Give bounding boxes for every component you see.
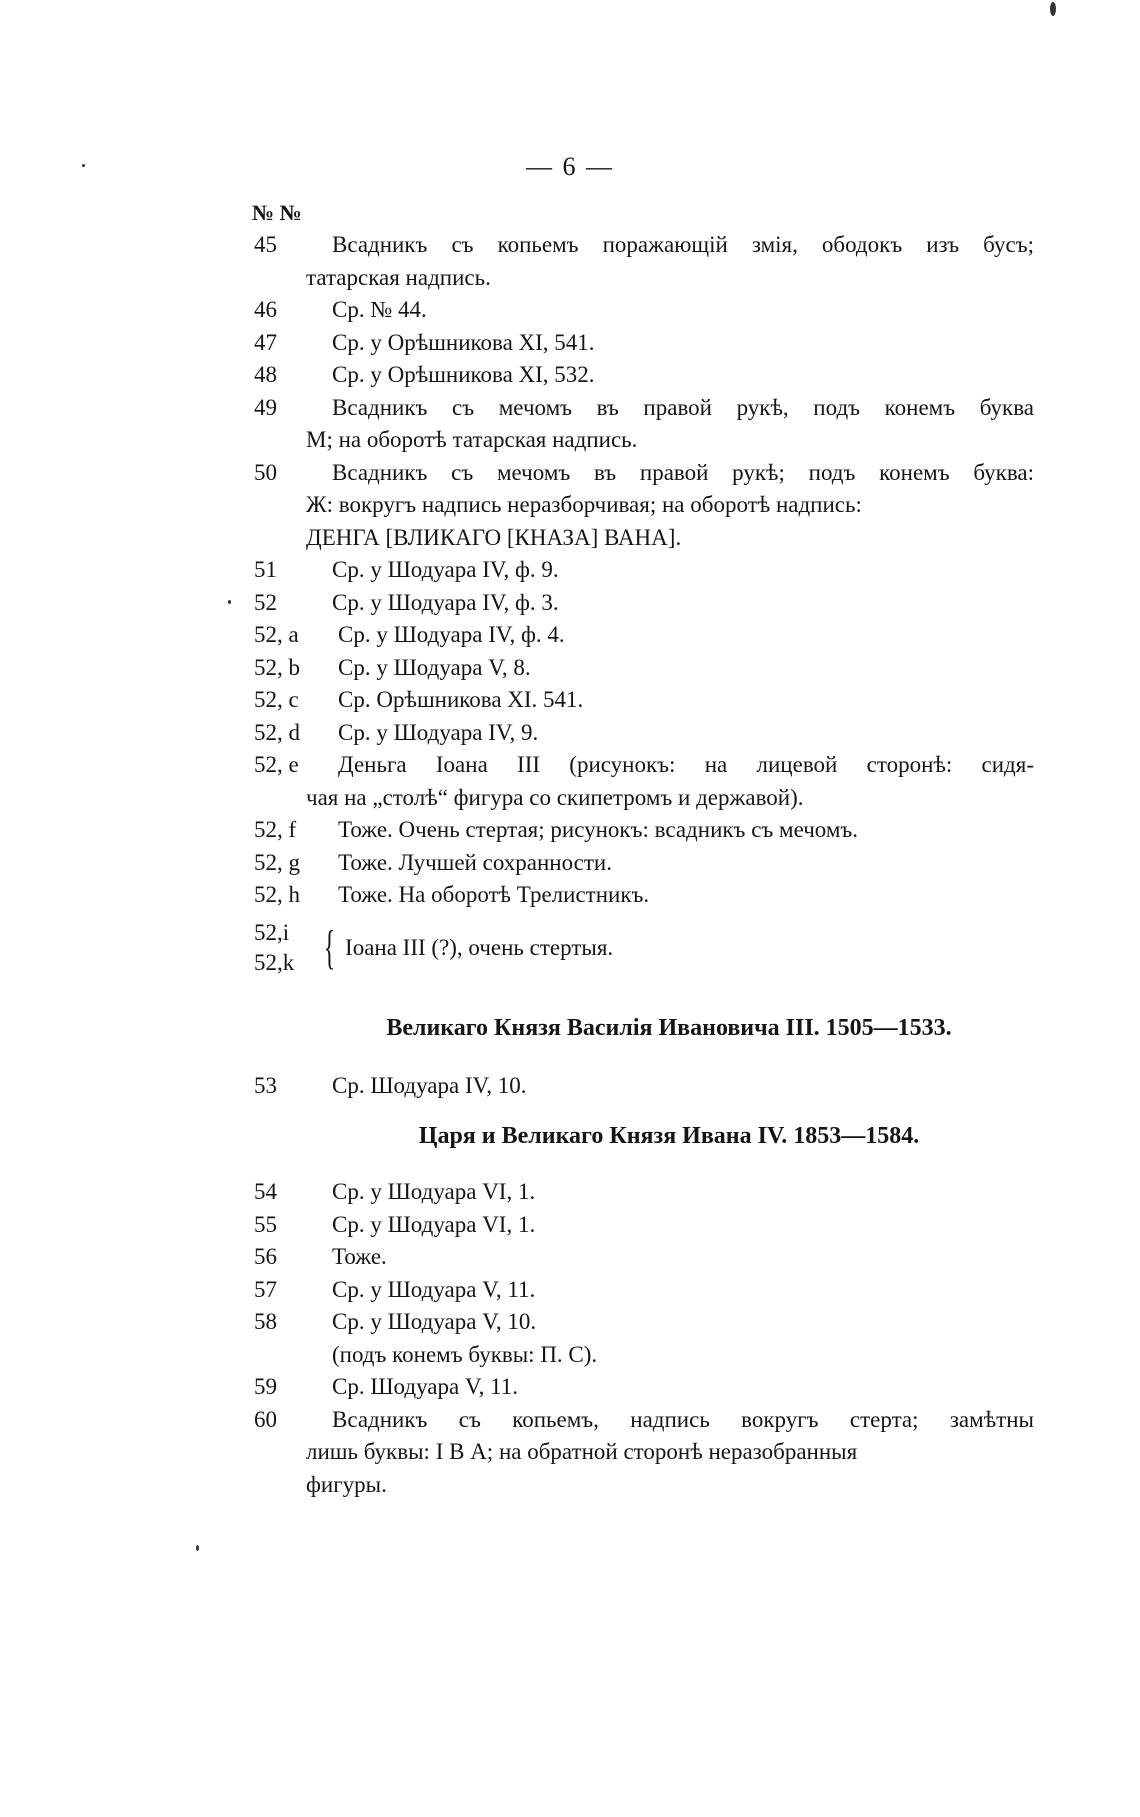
entry-text-line: Ср. № 44.	[332, 297, 427, 322]
entry-number: 52, a	[254, 622, 299, 647]
entry-text-line: Ср. у Шодуара IV, ф. 4.	[338, 622, 565, 647]
entry-text	[332, 1070, 1034, 1103]
entry-continuation-line: фигуры.	[306, 1471, 387, 1497]
entry-text	[332, 587, 1034, 620]
entry-text	[332, 1274, 1034, 1307]
entry-number: 53	[254, 1072, 277, 1098]
entry-continuation-line: М; на оборотѣ татарская надпись.	[306, 427, 638, 452]
entry-text-line: Ср. у Шодуара IV, ф. 3.	[332, 589, 559, 615]
entry-continuation-line: чая на „столѣ“ фигура со скипетромъ и державой).	[306, 784, 804, 810]
entry-text	[338, 814, 1034, 847]
entry-text	[332, 327, 1034, 360]
entry-text	[332, 1371, 1034, 1404]
entry-text-line: Тоже. Лучшей сохранности.	[338, 849, 612, 875]
entry-text	[332, 1241, 1034, 1274]
catalog-entry	[254, 1404, 1034, 1437]
catalog-entry	[254, 1209, 1034, 1242]
catalog-entry	[254, 294, 1034, 327]
braced-entry-numbers	[254, 918, 318, 978]
entry-text	[332, 1209, 1034, 1242]
entry-number: 52,i	[254, 919, 290, 945]
entry-number: 48	[254, 362, 277, 387]
catalog-entry	[254, 879, 1034, 912]
entry-text-line: Ср. у Шодуара VI, 1.	[332, 1179, 536, 1204]
entry-list	[254, 1070, 1034, 1103]
catalog-entry	[254, 457, 1034, 490]
catalog-entry	[254, 684, 1034, 717]
catalog-entry	[254, 229, 1034, 262]
entry-list	[254, 229, 1034, 912]
entry-text	[332, 554, 1034, 587]
entry-number: 46	[254, 297, 277, 322]
catalog-entry	[254, 587, 1034, 620]
entry-text-line: Тоже. На оборотѣ Трелистникъ.	[338, 882, 650, 907]
entry-text-line: Ср. у Шодуара V, 11.	[332, 1276, 536, 1302]
entry-number: 52, c	[254, 687, 299, 712]
entry-number: 54	[254, 1179, 277, 1204]
entry-text-line: Деньга Іоана III (рисунокъ: на лицевой сторонѣ: сидя-	[338, 752, 1034, 777]
section-heading-vasily-iii: Великаго Князя Василія Ивановича III. 1505—1533.	[386, 1014, 952, 1041]
entry-text-line: Всадникъ съ копьемъ поражающій змія, ободокъ изъ бусъ;	[332, 232, 1034, 257]
catalog-entry	[254, 1241, 1034, 1274]
catalog-entry	[254, 749, 1034, 782]
catalog-entry	[254, 1274, 1034, 1307]
catalog-entry	[254, 1070, 1034, 1103]
entry-text	[332, 1306, 1034, 1339]
entry-note: (подъ конемъ буквы: П. С).	[332, 1341, 598, 1367]
entry-text-line: Ср. у Шодуара V, 8.	[338, 654, 531, 680]
entry-number: 52, b	[254, 654, 300, 680]
entry-text-line: Ср. у Шодуара IV, ф. 9.	[332, 557, 559, 582]
catalog-entry	[254, 327, 1034, 360]
entry-text	[338, 847, 1034, 880]
entry-number: 59	[254, 1374, 277, 1399]
ink-speck	[196, 1545, 199, 1551]
section-heading-ivan-iv: Царя и Великаго Князя Ивана IV. 1853—1584.	[418, 1123, 920, 1149]
catalog-content	[254, 229, 1034, 1501]
entry-continuation-line: лишь буквы: I В А; на обратной сторонѣ неразобранныя	[306, 1439, 858, 1464]
entry-number: 58	[254, 1309, 277, 1334]
ink-speck	[1050, 2, 1056, 16]
numbers-column-header: № №	[252, 200, 302, 225]
entry-number: 50	[254, 459, 277, 485]
entry-number: 45	[254, 232, 277, 257]
entry-text-line: Ср. у Орѣшникова XI, 532.	[332, 362, 595, 387]
entry-continuation-line: татарская надпись.	[306, 264, 491, 290]
entry-text-line: Ср. у Орѣшникова XI, 541.	[332, 329, 595, 355]
entry-text	[332, 294, 1034, 327]
entry-number: 52,k	[254, 949, 295, 975]
catalog-entry	[254, 1371, 1034, 1404]
entry-text	[332, 1176, 1034, 1209]
catalog-entry	[254, 1306, 1034, 1339]
entry-text-line: Ср. у Шодуара V, 10.	[332, 1309, 537, 1334]
entry-text-line: Ср. у Шодуара IV, 9.	[338, 719, 539, 745]
entry-text-line: Тоже. Очень стертая; рисунокъ: всадникъ съ мечомъ.	[338, 817, 859, 842]
entry-number: 52, e	[254, 752, 299, 777]
entry-number: 52, f	[254, 817, 297, 842]
catalog-entry	[254, 717, 1034, 750]
entry-text	[338, 749, 1034, 782]
entry-text-line: Всадникъ съ мечомъ въ правой рукѣ, подъ конемъ буква	[332, 394, 1034, 420]
entry-number: 49	[254, 394, 277, 420]
catalog-entry	[254, 847, 1034, 880]
catalog-entry	[254, 554, 1034, 587]
entry-number: 52, h	[254, 882, 300, 907]
entry-number: 47	[254, 329, 277, 355]
entry-text-line: Ср. Орѣшникова XI. 541.	[338, 687, 584, 712]
entry-list	[254, 1176, 1034, 1501]
entry-text	[338, 684, 1034, 717]
entry-text	[338, 619, 1034, 652]
entry-number: 52, g	[254, 849, 300, 875]
entry-number: 57	[254, 1276, 277, 1302]
entry-text: Іоана III (?), очень стертыя.	[345, 934, 614, 960]
ink-speck	[228, 600, 231, 604]
entry-number: 51	[254, 557, 277, 582]
entry-text	[338, 879, 1034, 912]
entry-number: 55	[254, 1211, 277, 1237]
page-number: — 6 —	[526, 152, 614, 181]
entry-number: 52	[254, 589, 277, 615]
entry-text	[332, 392, 1034, 425]
catalog-entry	[254, 359, 1034, 392]
catalog-entry	[254, 392, 1034, 425]
entry-text	[332, 229, 1034, 262]
entry-text-line: Тоже.	[332, 1244, 387, 1269]
entry-text-line: Всадникъ съ копьемъ, надпись вокругъ стерта; замѣтны	[332, 1406, 1034, 1432]
entry-text	[338, 652, 1034, 685]
entry-continuation-line: ДЕНГА [ВЛИКАГО [КНАЗА] ВАНА].	[306, 524, 682, 550]
braced-entry	[254, 918, 1034, 978]
entry-text-line: Всадникъ съ мечомъ въ правой рукѣ; подъ конемъ буква:	[332, 459, 1034, 485]
catalog-entry	[254, 814, 1034, 847]
entry-continuation-line: Ж: вокругъ надпись неразборчивая; на оборотѣ надпись:	[306, 492, 862, 517]
entry-number: 52, d	[254, 719, 300, 745]
entry-number: 56	[254, 1244, 277, 1269]
catalog-entry	[254, 1176, 1034, 1209]
entry-number: 60	[254, 1406, 277, 1432]
brace-symbol: {	[323, 920, 336, 974]
entry-text-line: Ср. Шодуара V, 11.	[332, 1374, 518, 1399]
entry-text	[332, 359, 1034, 392]
catalog-entry	[254, 619, 1034, 652]
catalog-entry	[254, 652, 1034, 685]
entry-text-line: Ср. Шодуара IV, 10.	[332, 1072, 527, 1098]
entry-text	[332, 457, 1034, 490]
entry-text	[332, 1404, 1034, 1437]
entry-text-line: Ср. у Шодуара VI, 1.	[332, 1211, 536, 1237]
entry-text	[338, 717, 1034, 750]
